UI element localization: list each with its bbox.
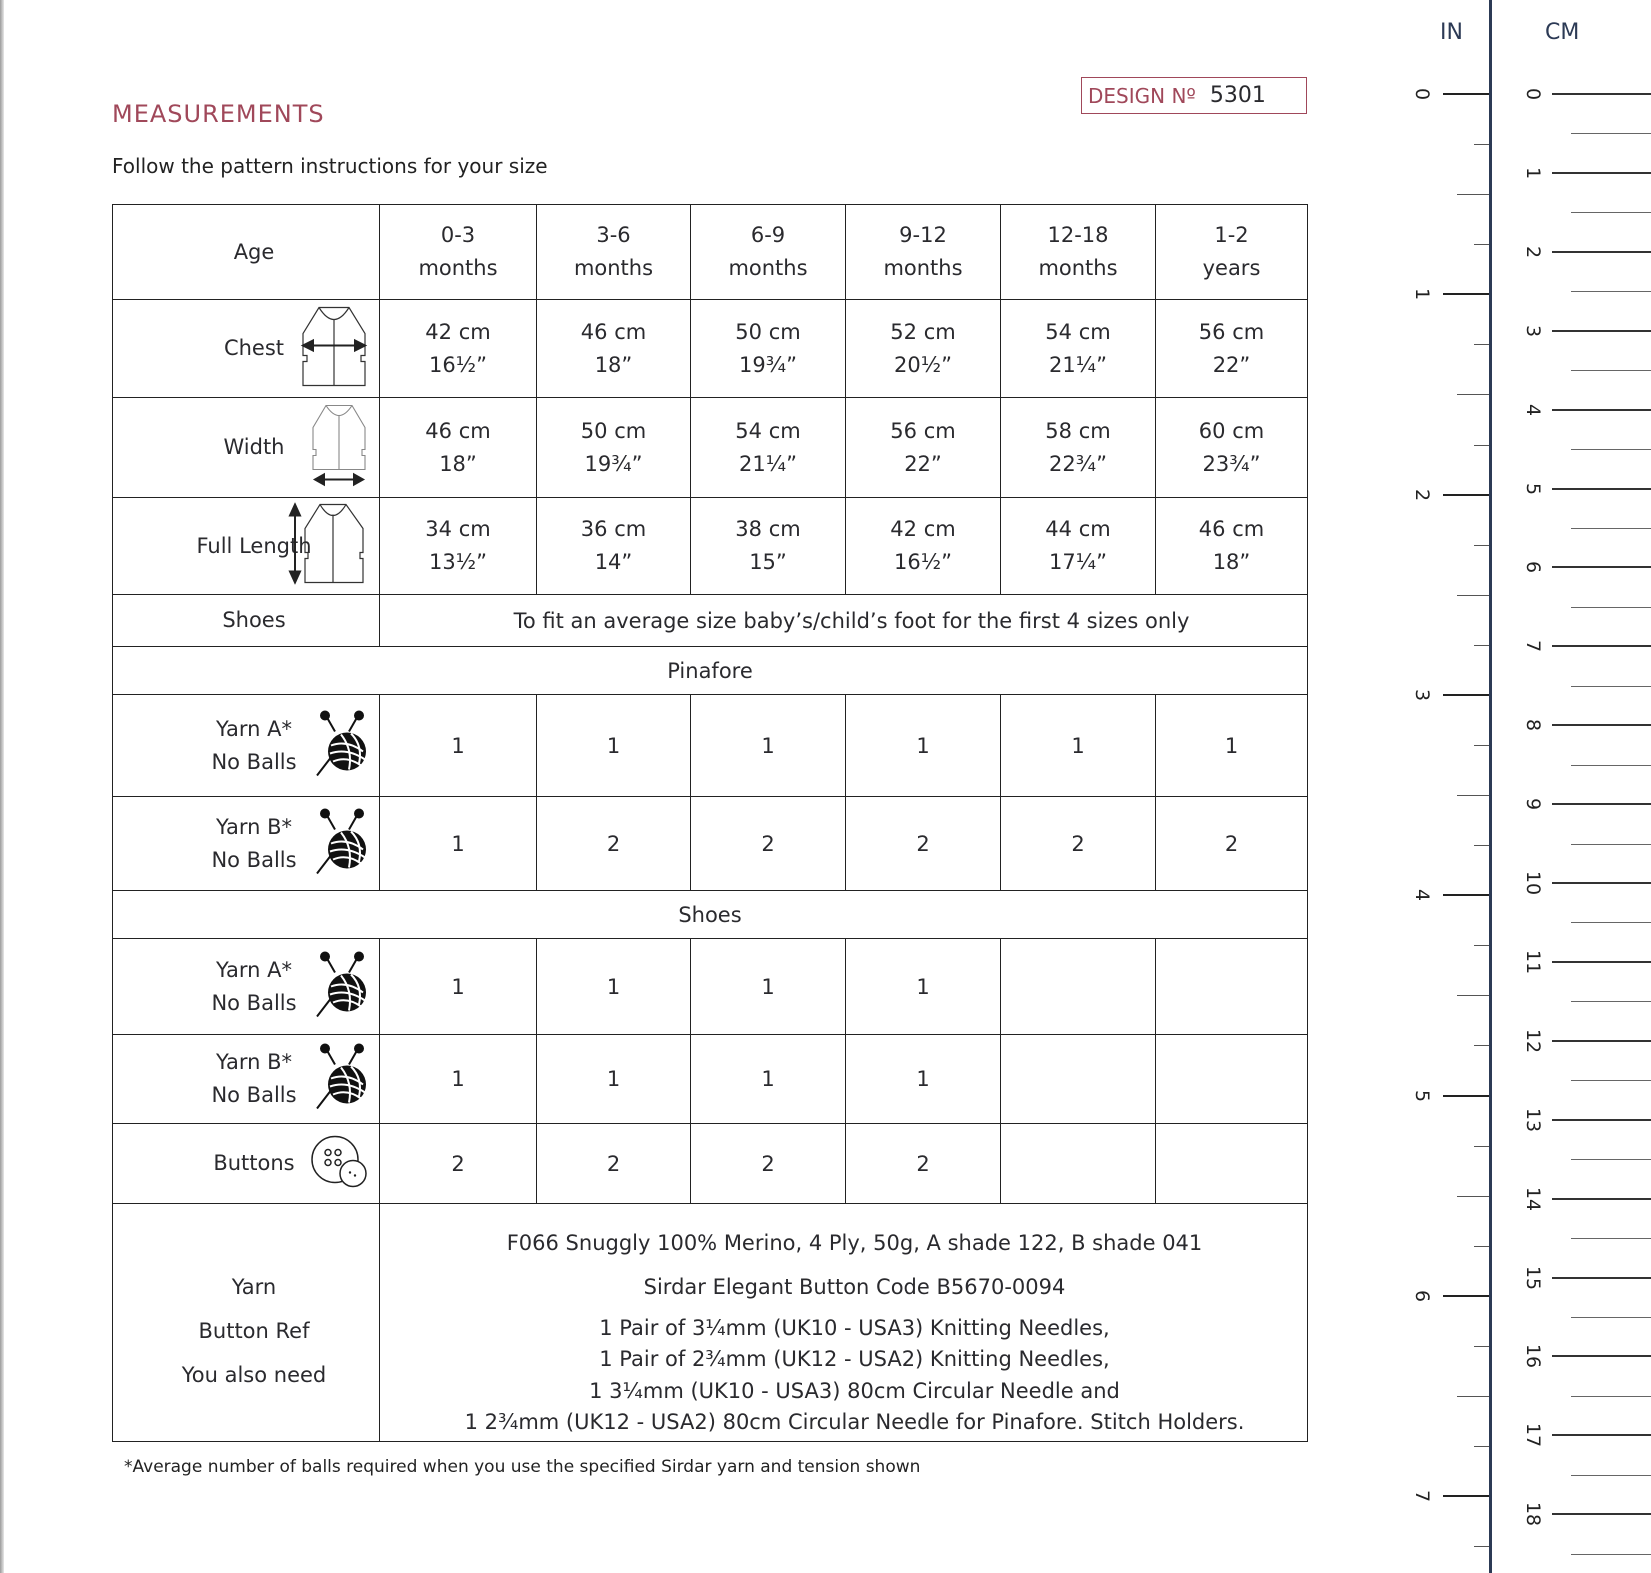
inch-tick-label: 2 [1411, 488, 1433, 501]
cm-tick-label: 13 [1522, 1107, 1544, 1132]
cm-tick-major [1552, 645, 1651, 647]
chest-row [113, 300, 1308, 398]
also-need-item: 1 Pair of 3¼mm (UK10 - USA3) Knitting Needles, [599, 1315, 1110, 1340]
age-row [113, 205, 1308, 300]
cm-tick-major [1552, 1513, 1651, 1515]
inch-tick-minor [1457, 194, 1489, 195]
cm-tick-label: 3 [1522, 324, 1544, 337]
buttons-row [113, 1124, 1308, 1204]
inch-tick-major [1443, 894, 1489, 896]
shoes-yarn-b-row [113, 1035, 1308, 1124]
length-value: 34 cm 13½” [380, 498, 537, 595]
yarn-balls-value: 1 [846, 1035, 1001, 1124]
width-value: 50 cm 19¾” [537, 398, 691, 498]
cm-tick-label: 16 [1522, 1344, 1544, 1369]
age-label-cell: Age [113, 205, 380, 300]
cm-tick-label: 17 [1522, 1423, 1544, 1448]
inch-tick-minor [1474, 1246, 1489, 1247]
cm-tick-minor [1571, 844, 1651, 845]
cm-tick-major [1552, 1198, 1651, 1200]
chest-value: 46 cm 18” [537, 300, 691, 398]
cm-tick-label: 1 [1522, 166, 1544, 179]
size-header: 1-2 years [1156, 205, 1308, 300]
inch-tick-major [1443, 1295, 1489, 1297]
yarn-balls-value: 2 [846, 797, 1001, 891]
inch-tick-label: 1 [1411, 288, 1433, 301]
yarn-label-cell: Yarn B* No Balls [113, 1035, 380, 1124]
full-length-label-cell: Full Length [113, 498, 380, 595]
cm-tick-label: 9 [1522, 798, 1544, 811]
yarn-balls-value: 1 [691, 1035, 846, 1124]
inch-tick-minor [1474, 445, 1489, 446]
cm-tick-major [1552, 330, 1651, 332]
buttons-value [1001, 1124, 1156, 1204]
yarn-label-cell: Yarn A* No Balls [113, 939, 380, 1035]
garment-chest-icon [299, 305, 369, 392]
cm-tick-minor [1571, 133, 1651, 134]
chest-value: 52 cm 20½” [846, 300, 1001, 398]
cm-tick-label: 18 [1522, 1502, 1544, 1527]
inch-tick-minor [1457, 1396, 1489, 1397]
buttons-value [1156, 1124, 1308, 1204]
inch-tick-minor [1474, 1346, 1489, 1347]
cm-tick-major [1552, 1355, 1651, 1357]
width-value: 46 cm 18” [380, 398, 537, 498]
page-title: MEASUREMENTS [112, 100, 325, 128]
inch-tick-minor [1474, 845, 1489, 846]
cm-tick-minor [1571, 1554, 1651, 1555]
inch-tick-label: 3 [1411, 688, 1433, 701]
inch-tick-minor [1474, 244, 1489, 245]
also-need-item: 1 2¾mm (UK12 - USA2) 80cm Circular Needle for Pinafore. Stitch Holders. [464, 1410, 1245, 1434]
length-value: 44 cm 17¼” [1001, 498, 1156, 595]
inch-tick-major [1443, 93, 1489, 95]
cm-tick-major [1552, 409, 1651, 411]
cm-tick-label: 11 [1522, 949, 1544, 974]
inch-tick-minor [1474, 144, 1489, 145]
cm-tick-minor [1571, 212, 1651, 213]
yarn-label-cell: Yarn B* No Balls [113, 797, 380, 891]
width-row [113, 398, 1308, 498]
measurements-table [112, 204, 1308, 1442]
cm-tick-major [1552, 1277, 1651, 1279]
inch-tick-minor [1474, 1446, 1489, 1447]
also-need-item: 1 Pair of 2¾mm (UK12 - USA2) Knitting Needles, [599, 1347, 1110, 1371]
garment-length-icon [287, 503, 369, 590]
cm-tick-minor [1571, 1475, 1651, 1476]
design-label: DESIGN Nº [1088, 83, 1196, 108]
buttons-value: 2 [846, 1124, 1001, 1204]
inch-tick-minor [1474, 1045, 1489, 1046]
yarn-balls-value: 1 [380, 1035, 537, 1124]
cm-tick-major [1552, 961, 1651, 963]
cm-tick-label: 2 [1522, 245, 1544, 258]
length-value: 38 cm 15” [691, 498, 846, 595]
inch-tick-minor [1457, 595, 1489, 596]
cm-tick-label: 5 [1522, 482, 1544, 495]
shoes-section-row [113, 891, 1308, 939]
yarn-balls-value [1156, 939, 1308, 1035]
yarn-balls-value: 1 [846, 939, 1001, 1035]
yarn-balls-value: 1 [537, 939, 691, 1035]
yarn-balls-value: 2 [691, 797, 846, 891]
cm-tick-minor [1571, 607, 1651, 608]
inch-tick-minor [1457, 995, 1489, 996]
cm-tick-label: 12 [1522, 1028, 1544, 1053]
yarn-balls-value: 1 [1001, 695, 1156, 797]
size-header: 9-12 months [846, 205, 1001, 300]
cm-tick-minor [1571, 1080, 1651, 1081]
inch-tick-minor [1474, 1146, 1489, 1147]
chest-value: 54 cm 21¼” [1001, 300, 1156, 398]
size-header: 3-6 months [537, 205, 691, 300]
design-number: 5301 [1209, 83, 1266, 108]
cm-tick-major [1552, 882, 1651, 884]
button-icon [309, 1133, 369, 1194]
cm-tick-minor [1571, 528, 1651, 529]
also-need-label: You also need [181, 1362, 327, 1387]
yarn-balls-value: 2 [1001, 797, 1156, 891]
buttons-value: 2 [537, 1124, 691, 1204]
yarn-ball-icon [313, 807, 369, 880]
length-value: 46 cm 18” [1156, 498, 1308, 595]
page-edge-shadow [0, 0, 4, 1573]
cm-tick-major [1552, 803, 1651, 805]
yarn-ball-icon [313, 950, 369, 1023]
design-number-badge [1081, 77, 1307, 114]
cm-tick-major [1552, 488, 1651, 490]
cm-tick-minor [1571, 1317, 1651, 1318]
width-value: 54 cm 21¼” [691, 398, 846, 498]
cm-tick-minor [1571, 1396, 1651, 1397]
cm-tick-minor [1571, 291, 1651, 292]
yarn-balls-value: 1 [691, 939, 846, 1035]
cm-tick-major [1552, 251, 1651, 253]
yarn-ball-icon [313, 709, 369, 782]
width-value: 60 cm 23¾” [1156, 398, 1308, 498]
cm-tick-label: 10 [1522, 870, 1544, 896]
cm-tick-minor [1571, 1001, 1651, 1002]
inch-tick-minor [1457, 394, 1489, 395]
inch-tick-minor [1474, 645, 1489, 646]
cm-tick-label: 14 [1522, 1186, 1544, 1211]
buttons-label-cell: Buttons [113, 1124, 380, 1204]
materials-row [113, 1204, 1308, 1442]
button-ref-label: Button Ref [198, 1318, 310, 1343]
inch-tick-minor [1474, 1546, 1489, 1547]
ruler-cm-label: CM [1545, 20, 1580, 45]
yarn-balls-value: 1 [380, 695, 537, 797]
buttons-value: 2 [380, 1124, 537, 1204]
also-need-item: 1 3¼mm (UK10 - USA3) 80cm Circular Needle and [589, 1378, 1120, 1403]
yarn-balls-value: 1 [380, 939, 537, 1035]
inch-tick-major [1443, 1095, 1489, 1097]
ruler-spine [1489, 0, 1492, 1573]
pinafore-section-title: Pinafore [113, 647, 1308, 695]
yarn-balls-value: 1 [846, 695, 1001, 797]
cm-tick-major [1552, 172, 1651, 174]
chest-value: 42 cm 16½” [380, 300, 537, 398]
materials-values [380, 1204, 1308, 1442]
cm-tick-label: 15 [1522, 1265, 1544, 1290]
inch-tick-label: 7 [1411, 1490, 1433, 1503]
cm-tick-minor [1571, 1159, 1651, 1160]
yarn-balls-value: 2 [1156, 797, 1308, 891]
footnote: *Average number of balls required when you use the specified Sirdar yarn and tension shown [124, 1457, 921, 1477]
cm-tick-major [1552, 724, 1651, 726]
yarn-balls-value [1001, 1035, 1156, 1124]
cm-tick-label: 6 [1522, 561, 1544, 574]
pinafore-yarn-a-row [113, 695, 1308, 797]
shoes-section-title: Shoes [113, 891, 1308, 939]
cm-tick-major [1552, 1119, 1651, 1121]
inch-tick-label: 5 [1411, 1089, 1433, 1102]
cm-tick-major [1552, 1040, 1651, 1042]
inch-tick-minor [1474, 945, 1489, 946]
yarn-balls-value: 1 [537, 1035, 691, 1124]
inch-tick-minor [1457, 795, 1489, 796]
length-value: 42 cm 16½” [846, 498, 1001, 595]
cm-tick-minor [1571, 922, 1651, 923]
width-value: 56 cm 22” [846, 398, 1001, 498]
yarn-value: F066 Snuggly 100% Merino, 4 Ply, 50g, A shade 122, B shade 041 [506, 1230, 1203, 1255]
buttons-value: 2 [691, 1124, 846, 1204]
ruler-in-label: IN [1440, 20, 1463, 45]
yarn-ball-icon [313, 1043, 369, 1116]
cm-tick-major [1552, 1434, 1651, 1436]
materials-labels [113, 1204, 380, 1442]
width-value: 58 cm 22¾” [1001, 398, 1156, 498]
yarn-balls-value: 1 [691, 695, 846, 797]
yarn-balls-value: 1 [380, 797, 537, 891]
yarn-label: Yarn [231, 1274, 277, 1299]
inch-tick-major [1443, 293, 1489, 295]
cm-tick-label: 7 [1522, 640, 1544, 653]
inch-tick-major [1443, 694, 1489, 696]
shoes-note-row [113, 595, 1308, 647]
garment-width-icon [309, 403, 369, 492]
cm-tick-label: 0 [1522, 87, 1544, 101]
inch-tick-label: 4 [1411, 889, 1433, 902]
size-header: 0-3 months [380, 205, 537, 300]
yarn-balls-value [1001, 939, 1156, 1035]
cm-tick-minor [1571, 370, 1651, 371]
shoes-yarn-a-row [113, 939, 1308, 1035]
shoes-note: To fit an average size baby’s/child’s foot for the first 4 sizes only [380, 595, 1308, 647]
length-value: 36 cm 14” [537, 498, 691, 595]
inch-tick-minor [1457, 1196, 1489, 1197]
shoes-label-cell: Shoes [113, 595, 380, 647]
button-ref-value: Sirdar Elegant Button Code B5670-0094 [643, 1274, 1066, 1299]
yarn-label-cell: Yarn A* No Balls [113, 695, 380, 797]
chest-value: 50 cm 19¾” [691, 300, 846, 398]
cm-tick-major [1552, 93, 1651, 95]
chest-value: 56 cm 22” [1156, 300, 1308, 398]
page-subtitle: Follow the pattern instructions for your size [112, 154, 548, 178]
also-need-list [402, 1313, 1307, 1439]
width-label-cell: Width [113, 398, 380, 498]
cm-tick-label: 4 [1522, 403, 1544, 416]
pinafore-yarn-b-row [113, 797, 1308, 891]
size-header: 12-18 months [1001, 205, 1156, 300]
inch-tick-label: 0 [1411, 87, 1433, 101]
cm-tick-minor [1571, 686, 1651, 687]
cm-tick-minor [1571, 1238, 1651, 1239]
pinafore-section-row [113, 647, 1308, 695]
inch-tick-major [1443, 1495, 1489, 1497]
inch-tick-minor [1474, 344, 1489, 345]
yarn-balls-value: 2 [537, 797, 691, 891]
yarn-balls-value: 1 [1156, 695, 1308, 797]
cm-tick-label: 8 [1522, 719, 1544, 732]
size-header: 6-9 months [691, 205, 846, 300]
inch-tick-major [1443, 494, 1489, 496]
cm-tick-minor [1571, 449, 1651, 450]
inch-tick-minor [1474, 545, 1489, 546]
full-length-row [113, 498, 1308, 595]
yarn-balls-value [1156, 1035, 1308, 1124]
cm-tick-major [1552, 566, 1651, 568]
inch-tick-label: 6 [1411, 1289, 1433, 1302]
cm-tick-minor [1571, 765, 1651, 766]
chest-label-cell: Chest [113, 300, 380, 398]
yarn-balls-value: 1 [537, 695, 691, 797]
inch-tick-minor [1474, 745, 1489, 746]
